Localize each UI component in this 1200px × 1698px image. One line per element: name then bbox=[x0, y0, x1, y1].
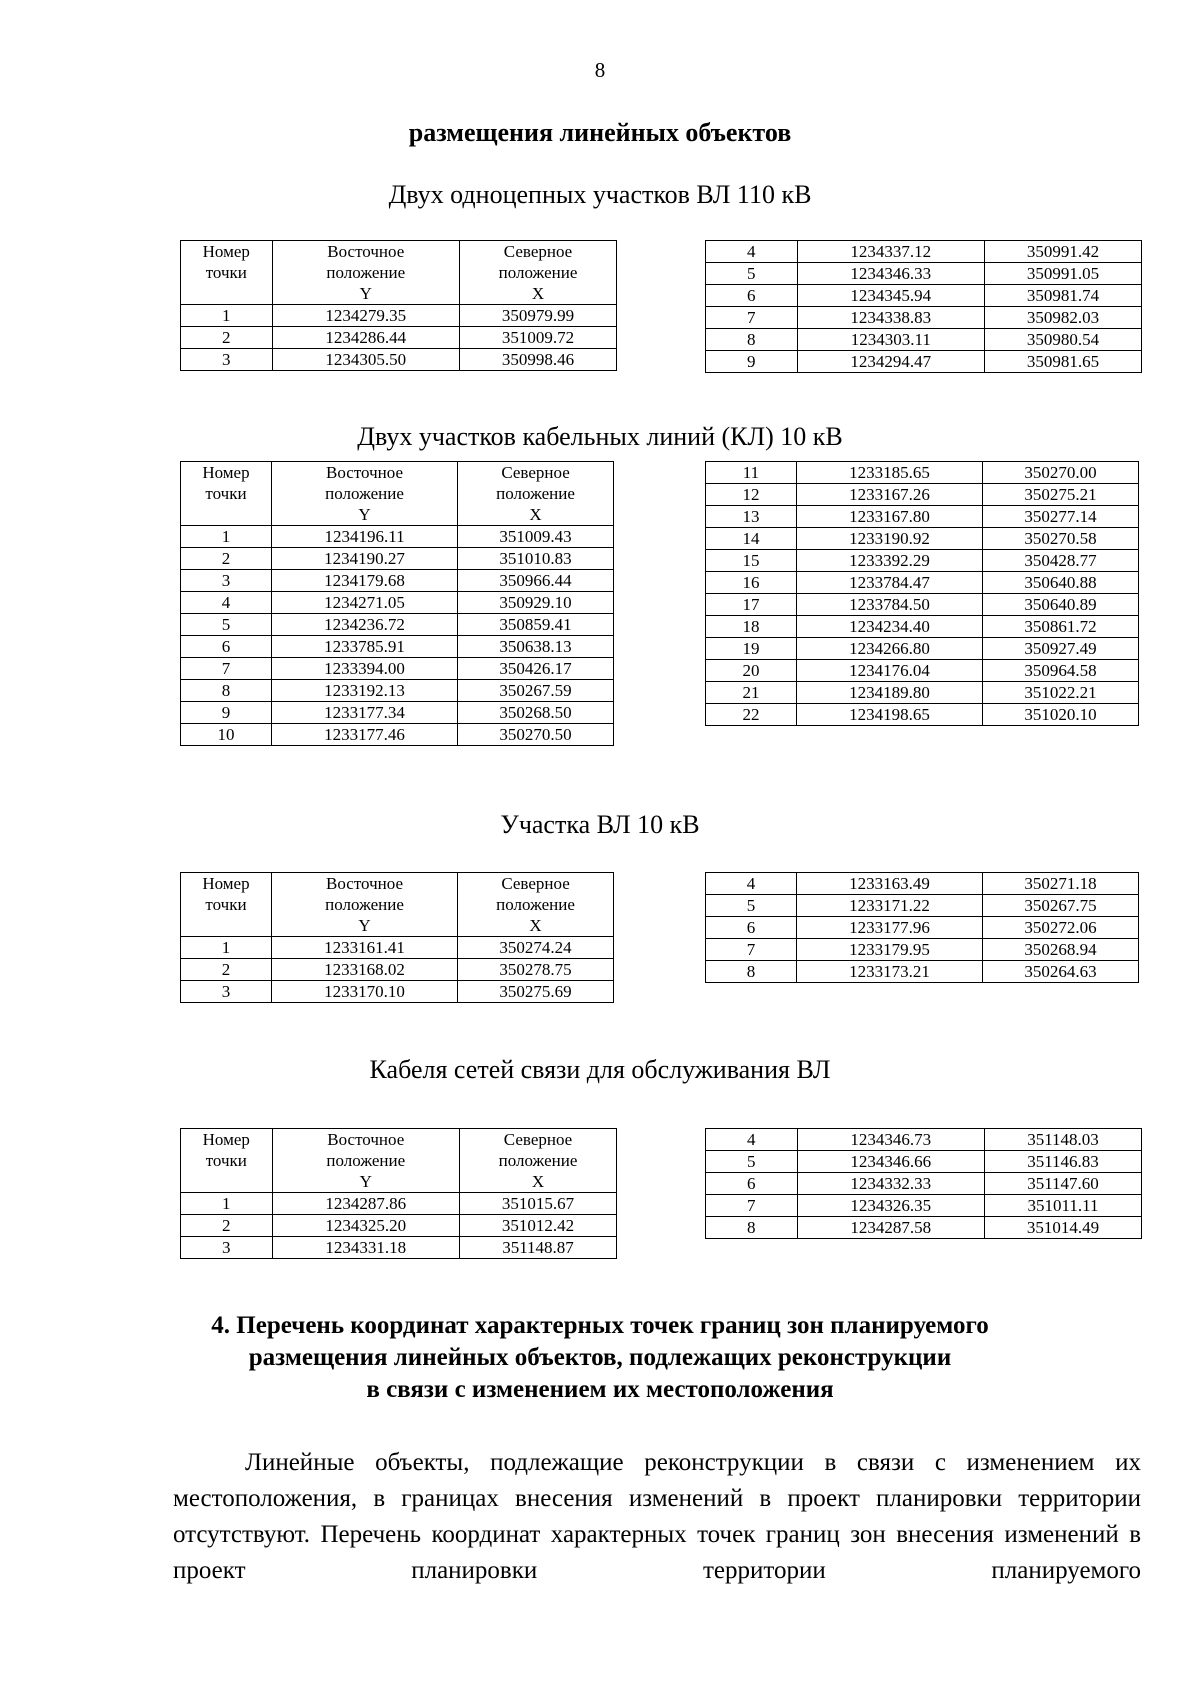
header-line: точки bbox=[205, 263, 247, 282]
table-row bbox=[181, 702, 614, 724]
header-line: Восточное bbox=[326, 874, 403, 893]
cell-east-y: 1234326.35 bbox=[797, 1195, 984, 1217]
cell-east-y: 1234176.04 bbox=[796, 660, 982, 682]
cell-east-y: 1234338.83 bbox=[797, 307, 984, 329]
cell-east-y: 1234271.05 bbox=[271, 592, 457, 614]
cell-point-number: 22 bbox=[706, 704, 797, 726]
coords-table-vl110-right bbox=[705, 240, 1142, 373]
section4-paragraph bbox=[173, 1445, 1141, 1589]
header-line: X bbox=[531, 1172, 545, 1191]
section-title-comm-cable: Кабеля сетей связи для обслуживания ВЛ bbox=[369, 1055, 831, 1084]
table-row bbox=[706, 917, 1139, 939]
table-row bbox=[706, 506, 1139, 528]
header-line: точки bbox=[205, 484, 247, 503]
header-line: положение bbox=[498, 1151, 578, 1170]
cell-point-number: 20 bbox=[706, 660, 797, 682]
cell-north-x: 350966.44 bbox=[458, 570, 614, 592]
cell-point-number: 17 bbox=[706, 594, 797, 616]
table-row bbox=[181, 959, 614, 981]
cell-east-y: 1234287.58 bbox=[797, 1217, 984, 1239]
section4-title-line-2: размещения линейных объектов, подлежащих реконструкции bbox=[248, 1344, 952, 1371]
table-row bbox=[706, 1217, 1142, 1239]
header-cell-point bbox=[181, 1129, 273, 1193]
header-cell-east bbox=[272, 241, 459, 305]
cell-east-y: 1233394.00 bbox=[271, 658, 457, 680]
cell-point-number: 2 bbox=[181, 1215, 273, 1237]
cell-point-number: 11 bbox=[706, 462, 797, 484]
coords-table-vl10-right bbox=[705, 872, 1139, 983]
cell-point-number: 7 bbox=[706, 307, 798, 329]
header-line: Y bbox=[358, 505, 371, 524]
cell-east-y: 1234346.33 bbox=[797, 263, 984, 285]
cell-point-number: 8 bbox=[706, 961, 797, 983]
header-line: точки bbox=[205, 895, 247, 914]
table-row bbox=[706, 638, 1139, 660]
cell-east-y: 1234266.80 bbox=[796, 638, 982, 660]
cell-point-number: 4 bbox=[706, 1129, 798, 1151]
table-row bbox=[181, 937, 614, 959]
header-cell-east bbox=[271, 462, 457, 526]
table-row bbox=[181, 658, 614, 680]
cell-east-y: 1233785.91 bbox=[271, 636, 457, 658]
page-number: 8 bbox=[594, 58, 606, 82]
header-cell-north bbox=[460, 1129, 617, 1193]
header-line: положение bbox=[496, 484, 575, 503]
cell-east-y: 1233163.49 bbox=[796, 873, 982, 895]
header-cell-point bbox=[181, 241, 273, 305]
cell-point-number: 1 bbox=[181, 526, 272, 548]
cell-north-x: 350426.17 bbox=[458, 658, 614, 680]
cell-east-y: 1233177.96 bbox=[796, 917, 982, 939]
cell-east-y: 1234198.65 bbox=[796, 704, 982, 726]
cell-point-number: 1 bbox=[181, 937, 272, 959]
coords-table-kl10-left bbox=[180, 461, 614, 746]
cell-north-x: 350268.50 bbox=[458, 702, 614, 724]
cell-point-number: 7 bbox=[706, 939, 797, 961]
cell-point-number: 14 bbox=[706, 528, 797, 550]
cell-point-number: 12 bbox=[706, 484, 797, 506]
cell-north-x: 350274.24 bbox=[458, 937, 614, 959]
header-line: X bbox=[529, 916, 542, 935]
cell-north-x: 350640.88 bbox=[983, 572, 1139, 594]
cell-point-number: 3 bbox=[181, 1237, 273, 1259]
cell-north-x: 350981.65 bbox=[985, 351, 1142, 373]
cell-north-x: 350264.63 bbox=[983, 961, 1139, 983]
cell-north-x: 350272.06 bbox=[983, 917, 1139, 939]
table-row bbox=[706, 263, 1142, 285]
cell-east-y: 1234331.18 bbox=[272, 1237, 459, 1259]
cell-east-y: 1233167.80 bbox=[796, 506, 982, 528]
table-row bbox=[181, 1215, 617, 1237]
table-row bbox=[706, 484, 1139, 506]
cell-point-number: 1 bbox=[181, 305, 273, 327]
cell-north-x: 351148.87 bbox=[460, 1237, 617, 1259]
table-header-row bbox=[181, 1129, 617, 1193]
cell-north-x: 350638.13 bbox=[458, 636, 614, 658]
table-row bbox=[706, 351, 1142, 373]
cell-point-number: 10 bbox=[181, 724, 272, 746]
cell-north-x: 351146.83 bbox=[985, 1151, 1142, 1173]
table-row bbox=[706, 550, 1139, 572]
cell-north-x: 350267.59 bbox=[458, 680, 614, 702]
table-row bbox=[706, 285, 1142, 307]
cell-north-x: 350991.05 bbox=[985, 263, 1142, 285]
header-line: Y bbox=[359, 284, 372, 303]
cell-point-number: 3 bbox=[181, 349, 273, 371]
page-heading: размещения линейных объектов bbox=[408, 118, 792, 147]
table-row bbox=[706, 462, 1139, 484]
cell-east-y: 1234179.68 bbox=[271, 570, 457, 592]
cell-north-x: 350267.75 bbox=[983, 895, 1139, 917]
cell-north-x: 350275.69 bbox=[458, 981, 614, 1003]
table-header-row bbox=[181, 241, 617, 305]
cell-point-number: 16 bbox=[706, 572, 797, 594]
section4-title bbox=[0, 1310, 1200, 1406]
cell-north-x: 350927.49 bbox=[983, 638, 1139, 660]
cell-point-number: 3 bbox=[181, 570, 272, 592]
cell-north-x: 350271.18 bbox=[983, 873, 1139, 895]
cell-east-y: 1234196.11 bbox=[271, 526, 457, 548]
header-line: X bbox=[529, 505, 542, 524]
table-row bbox=[181, 548, 614, 570]
cell-north-x: 350998.46 bbox=[460, 349, 617, 371]
table-row bbox=[706, 1173, 1142, 1195]
coords-table-vl110-left bbox=[180, 240, 617, 371]
cell-east-y: 1234294.47 bbox=[797, 351, 984, 373]
cell-point-number: 4 bbox=[706, 241, 798, 263]
cell-north-x: 350979.99 bbox=[460, 305, 617, 327]
table-row bbox=[706, 895, 1139, 917]
table-row bbox=[181, 981, 614, 1003]
cell-east-y: 1234345.94 bbox=[797, 285, 984, 307]
cell-east-y: 1234337.12 bbox=[797, 241, 984, 263]
table-row bbox=[706, 241, 1142, 263]
table-row bbox=[706, 961, 1139, 983]
table-row bbox=[181, 305, 617, 327]
cell-point-number: 19 bbox=[706, 638, 797, 660]
cell-point-number: 5 bbox=[181, 614, 272, 636]
header-line: X bbox=[531, 284, 545, 303]
header-line: Восточное bbox=[326, 463, 403, 482]
table-header-row bbox=[181, 873, 614, 937]
cell-east-y: 1233168.02 bbox=[271, 959, 457, 981]
cell-point-number: 8 bbox=[706, 329, 798, 351]
header-line: Y bbox=[359, 1172, 372, 1191]
cell-east-y: 1233171.22 bbox=[796, 895, 982, 917]
cell-east-y: 1234189.80 bbox=[796, 682, 982, 704]
cell-north-x: 350270.50 bbox=[458, 724, 614, 746]
table-row bbox=[181, 680, 614, 702]
table-row bbox=[706, 572, 1139, 594]
cell-east-y: 1233161.41 bbox=[271, 937, 457, 959]
cell-east-y: 1233177.34 bbox=[271, 702, 457, 724]
cell-north-x: 351147.60 bbox=[985, 1173, 1142, 1195]
header-line: Северное bbox=[501, 463, 570, 482]
cell-east-y: 1234287.86 bbox=[272, 1193, 459, 1215]
cell-north-x: 350428.77 bbox=[983, 550, 1139, 572]
cell-point-number: 13 bbox=[706, 506, 797, 528]
cell-north-x: 351014.49 bbox=[985, 1217, 1142, 1239]
header-line: Номер bbox=[202, 874, 250, 893]
cell-east-y: 1233170.10 bbox=[271, 981, 457, 1003]
table-row bbox=[706, 1195, 1142, 1217]
cell-north-x: 351148.03 bbox=[985, 1129, 1142, 1151]
table-header-row bbox=[181, 462, 614, 526]
table-row bbox=[181, 636, 614, 658]
coords-table-vl10-left bbox=[180, 872, 614, 1003]
table-row bbox=[706, 660, 1139, 682]
cell-east-y: 1234236.72 bbox=[271, 614, 457, 636]
cell-north-x: 350964.58 bbox=[983, 660, 1139, 682]
header-line: положение bbox=[325, 484, 404, 503]
cell-point-number: 15 bbox=[706, 550, 797, 572]
cell-east-y: 1234325.20 bbox=[272, 1215, 459, 1237]
cell-north-x: 350929.10 bbox=[458, 592, 614, 614]
cell-east-y: 1233177.46 bbox=[271, 724, 457, 746]
cell-north-x: 351009.72 bbox=[460, 327, 617, 349]
table-row bbox=[181, 327, 617, 349]
table-row bbox=[181, 1237, 617, 1259]
table-row bbox=[706, 307, 1142, 329]
cell-north-x: 350859.41 bbox=[458, 614, 614, 636]
header-line: положение bbox=[325, 895, 404, 914]
header-cell-north bbox=[458, 873, 614, 937]
cell-north-x: 351011.11 bbox=[985, 1195, 1142, 1217]
coords-table-comm-cable-right bbox=[705, 1128, 1142, 1239]
cell-east-y: 1233185.65 bbox=[796, 462, 982, 484]
section4-title-line-1: 4. Перечень координат характерных точек границ зон планируемого bbox=[211, 1312, 989, 1339]
header-line: положение bbox=[326, 263, 406, 282]
header-line: Восточное bbox=[327, 242, 405, 261]
section-title-vl10: Участка ВЛ 10 кВ bbox=[500, 810, 700, 839]
section-title-vl110: Двух одноцепных участков ВЛ 110 кВ bbox=[388, 180, 812, 209]
table-row bbox=[181, 1193, 617, 1215]
cell-point-number: 3 bbox=[181, 981, 272, 1003]
cell-point-number: 2 bbox=[181, 327, 273, 349]
header-line: Номер bbox=[202, 242, 250, 261]
cell-north-x: 350275.21 bbox=[983, 484, 1139, 506]
cell-east-y: 1234303.11 bbox=[797, 329, 984, 351]
cell-east-y: 1233784.50 bbox=[796, 594, 982, 616]
cell-north-x: 351022.21 bbox=[983, 682, 1139, 704]
cell-point-number: 5 bbox=[706, 895, 797, 917]
header-line: Номер bbox=[202, 463, 250, 482]
cell-east-y: 1234332.33 bbox=[797, 1173, 984, 1195]
cell-east-y: 1234346.66 bbox=[797, 1151, 984, 1173]
cell-north-x: 350640.89 bbox=[983, 594, 1139, 616]
table-row bbox=[706, 1129, 1142, 1151]
cell-east-y: 1233190.92 bbox=[796, 528, 982, 550]
table-row bbox=[706, 704, 1139, 726]
header-line: положение bbox=[496, 895, 575, 914]
header-cell-east bbox=[271, 873, 457, 937]
table-row bbox=[181, 349, 617, 371]
cell-point-number: 4 bbox=[181, 592, 272, 614]
table-row bbox=[706, 329, 1142, 351]
table-row bbox=[706, 528, 1139, 550]
cell-point-number: 7 bbox=[181, 658, 272, 680]
cell-north-x: 351010.83 bbox=[458, 548, 614, 570]
section4-title-line-3: в связи с изменением их местоположения bbox=[366, 1376, 834, 1403]
header-cell-north bbox=[458, 462, 614, 526]
cell-point-number: 18 bbox=[706, 616, 797, 638]
cell-north-x: 350270.00 bbox=[983, 462, 1139, 484]
cell-point-number: 8 bbox=[706, 1217, 798, 1239]
cell-point-number: 7 bbox=[706, 1195, 798, 1217]
cell-north-x: 350981.74 bbox=[985, 285, 1142, 307]
table-row bbox=[181, 724, 614, 746]
coords-table-comm-cable-left bbox=[180, 1128, 617, 1259]
cell-point-number: 5 bbox=[706, 1151, 798, 1173]
cell-east-y: 1233784.47 bbox=[796, 572, 982, 594]
cell-point-number: 2 bbox=[181, 959, 272, 981]
cell-point-number: 6 bbox=[706, 1173, 798, 1195]
table-row bbox=[181, 570, 614, 592]
cell-point-number: 1 bbox=[181, 1193, 273, 1215]
cell-east-y: 1233179.95 bbox=[796, 939, 982, 961]
cell-point-number: 5 bbox=[706, 263, 798, 285]
cell-point-number: 9 bbox=[181, 702, 272, 724]
cell-east-y: 1234305.50 bbox=[272, 349, 459, 371]
cell-north-x: 351020.10 bbox=[983, 704, 1139, 726]
cell-north-x: 350277.14 bbox=[983, 506, 1139, 528]
header-line: Северное bbox=[503, 1130, 573, 1149]
cell-north-x: 350991.42 bbox=[985, 241, 1142, 263]
cell-north-x: 351012.42 bbox=[460, 1215, 617, 1237]
cell-east-y: 1234286.44 bbox=[272, 327, 459, 349]
cell-north-x: 350861.72 bbox=[983, 616, 1139, 638]
cell-north-x: 350268.94 bbox=[983, 939, 1139, 961]
header-cell-north bbox=[460, 241, 617, 305]
cell-east-y: 1234346.73 bbox=[797, 1129, 984, 1151]
section4-paragraph-text: Линейные объекты, подлежащие реконструкции в связи с изменением их местоположения, в границах внесения изменений в проект планировки территории отсутствуют. Перечень координат характерных точек границ зон внесения изменений в проект планировки территории планируемого bbox=[173, 1449, 1141, 1584]
cell-north-x: 351009.43 bbox=[458, 526, 614, 548]
cell-point-number: 4 bbox=[706, 873, 797, 895]
cell-point-number: 9 bbox=[706, 351, 798, 373]
header-line: Восточное bbox=[327, 1130, 405, 1149]
cell-point-number: 6 bbox=[181, 636, 272, 658]
header-cell-east bbox=[272, 1129, 459, 1193]
table-row bbox=[706, 939, 1139, 961]
table-row bbox=[181, 614, 614, 636]
header-line: точки bbox=[205, 1151, 247, 1170]
section-title-kl10: Двух участков кабельных линий (КЛ) 10 кВ bbox=[357, 422, 843, 451]
cell-point-number: 6 bbox=[706, 917, 797, 939]
table-row bbox=[706, 682, 1139, 704]
cell-east-y: 1233173.21 bbox=[796, 961, 982, 983]
header-line: Северное bbox=[503, 242, 573, 261]
cell-north-x: 350278.75 bbox=[458, 959, 614, 981]
cell-north-x: 350270.58 bbox=[983, 528, 1139, 550]
cell-north-x: 351015.67 bbox=[460, 1193, 617, 1215]
header-line: Северное bbox=[501, 874, 570, 893]
table-row bbox=[181, 592, 614, 614]
header-line: Номер bbox=[202, 1130, 250, 1149]
cell-east-y: 1233167.26 bbox=[796, 484, 982, 506]
header-line: положение bbox=[498, 263, 578, 282]
table-row bbox=[181, 526, 614, 548]
header-cell-point bbox=[181, 873, 272, 937]
cell-point-number: 21 bbox=[706, 682, 797, 704]
header-cell-point bbox=[181, 462, 272, 526]
coords-table-kl10-right bbox=[705, 461, 1139, 726]
table-row bbox=[706, 873, 1139, 895]
cell-east-y: 1233392.29 bbox=[796, 550, 982, 572]
cell-north-x: 350982.03 bbox=[985, 307, 1142, 329]
cell-east-y: 1233192.13 bbox=[271, 680, 457, 702]
cell-east-y: 1234190.27 bbox=[271, 548, 457, 570]
cell-north-x: 350980.54 bbox=[985, 329, 1142, 351]
header-line: положение bbox=[326, 1151, 406, 1170]
cell-point-number: 8 bbox=[181, 680, 272, 702]
table-row bbox=[706, 616, 1139, 638]
table-row bbox=[706, 1151, 1142, 1173]
header-line: Y bbox=[358, 916, 371, 935]
cell-east-y: 1234234.40 bbox=[796, 616, 982, 638]
cell-east-y: 1234279.35 bbox=[272, 305, 459, 327]
cell-point-number: 2 bbox=[181, 548, 272, 570]
table-row bbox=[706, 594, 1139, 616]
cell-point-number: 6 bbox=[706, 285, 798, 307]
